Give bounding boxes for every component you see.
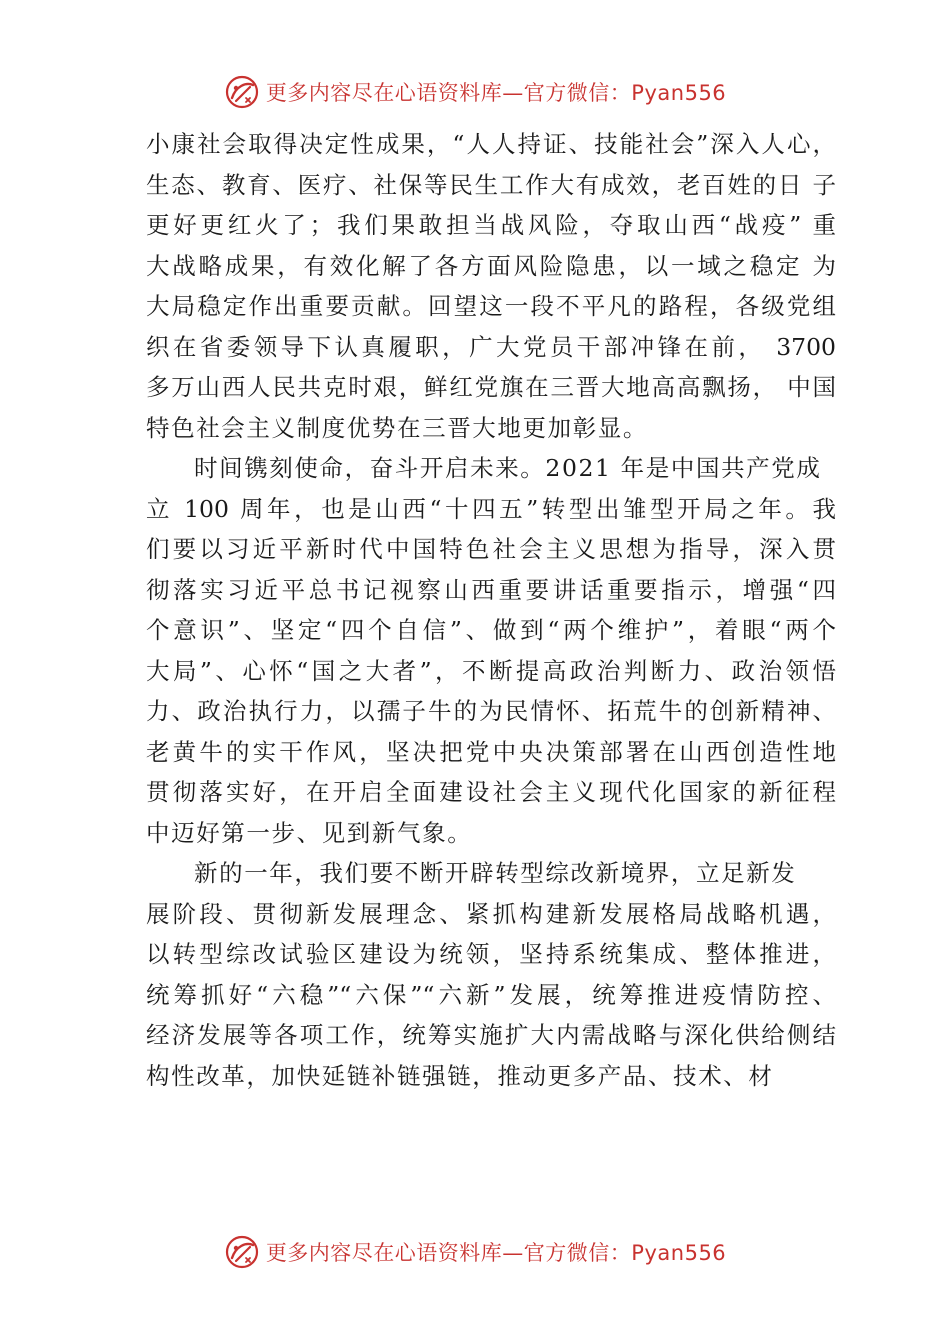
text-line: 生态、教育、医疗、社保等民生工作大有成效，老百姓的日 子 [146, 170, 836, 199]
text-line: 构性改革，加快延链补链强链，推动更多产品、技术、材 [146, 1061, 774, 1090]
text-line: 老黄牛的实干作风，坚决把党中央决策部署在山西创造性地 [146, 737, 836, 766]
paragraph-3 [146, 853, 836, 1096]
paragraph-2 [146, 448, 836, 853]
text-line: 中迈好第一步、见到新气象。 [146, 818, 473, 847]
text-line: 小康社会取得决定性成果，“人人持证、技能社会”深入人心， [146, 130, 836, 158]
brand-logo-icon [224, 1234, 260, 1270]
text-line: 大局”、心怀“国之大者”，不断提高政治判断力、政治领悟 [146, 656, 836, 685]
text-line: 立 100 周年，也是山西“十四五”转型出雏型开局之年。我 [146, 494, 836, 523]
brand-logo-icon [224, 74, 260, 110]
text-line: 大局稳定作出重要贡献。回望这一段不平凡的路程，各级党组 [146, 292, 836, 320]
text-line: 彻落实习近平总书记视察山西重要讲话重要指示，增强“四 [146, 575, 836, 604]
text-line: 经济发展等各项工作，统筹实施扩大内需战略与深化供给侧结 [146, 1021, 836, 1049]
footer-banner [0, 1232, 950, 1272]
paragraph-1 [146, 124, 836, 448]
text-line: 新的一年，我们要不断开辟转型综改新境界，立足新发 [194, 859, 797, 887]
text-line: 以转型综改试验区建设为统领，坚持系统集成、整体推进， [146, 940, 836, 968]
header-banner-text: 更多内容尽在心语资料库—官方微信：Pyan556 [265, 81, 727, 105]
text-line: 贯彻落实好，在开启全面建设社会主义现代化国家的新征程 [146, 778, 836, 806]
text-line: 们要以习近平新时代中国特色社会主义思想为指导，深入贯 [146, 535, 836, 563]
document-body [146, 124, 836, 1096]
text-line: 力、政治执行力，以孺子牛的为民情怀、拓荒牛的创新精神、 [146, 697, 836, 725]
header-banner [0, 72, 950, 112]
text-line: 统筹抓好“六稳”“六保”“六新”发展，统筹推进疫情防控、 [146, 980, 836, 1009]
text-line: 展阶段、贯彻新发展理念、紧抓构建新发展格局战略机遇， [146, 899, 836, 928]
text-line: 更好更红火了；我们果敢担当战风险，夺取山西“战疫” 重 [146, 211, 836, 239]
text-line: 时间镌刻使命，奋斗开启未来。2021 年是中国共产党成 [194, 454, 822, 482]
text-line: 多万山西人民共克时艰，鲜红党旗在三晋大地高高飘扬， 中国 [146, 373, 836, 401]
text-line: 织在省委领导下认真履职，广大党员干部冲锋在前， 3700 [146, 332, 836, 361]
footer-banner-text: 更多内容尽在心语资料库—官方微信：Pyan556 [265, 1241, 727, 1265]
text-line: 个意识”、坚定“四个自信”、做到“两个维护”，着眼“两个 [146, 616, 836, 644]
text-line: 大战略成果，有效化解了各方面风险隐患，以一域之稳定 为 [146, 251, 836, 280]
text-line: 特色社会主义制度优势在三晋大地更加彰显。 [146, 413, 648, 442]
